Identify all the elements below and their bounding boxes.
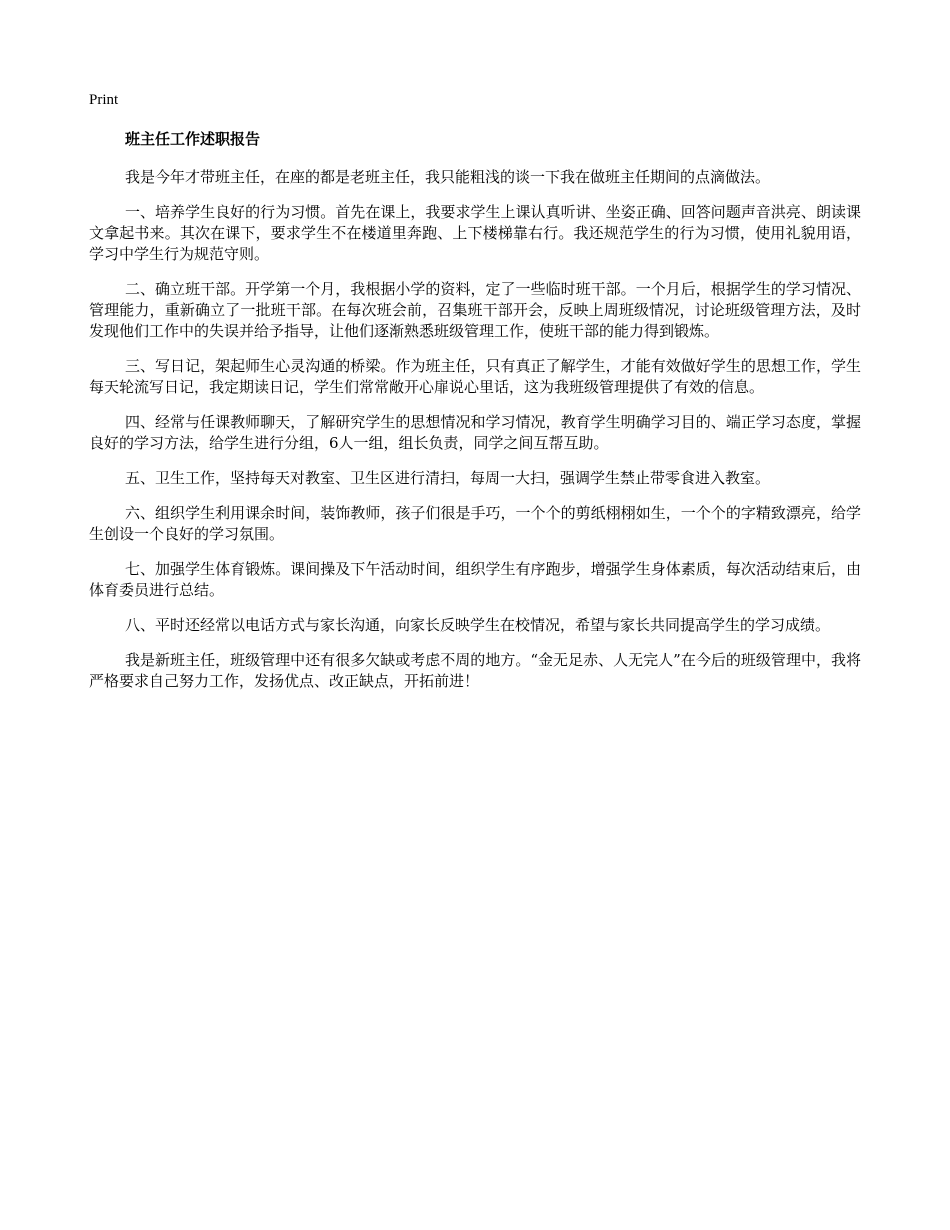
paragraph-behavior-habits: 一、培养学生良好的行为习惯。首先在课上，我要求学生上课认真听讲、坐姿正确、回答问题声音洪亮、朗读课文拿起书来。其次在课下，要求学生不在楼道里奔跑、上下楼梯靠右行。我还规范学生的行为习惯，使用礼貌用语，学习中学生行为规范守则。 [89, 203, 861, 263]
paragraph-physical-exercise: 七、加强学生体育锻炼。课间操及下午活动时间，组织学生有序跑步，增强学生身体素质，每次活动结束后，由体育委员进行总结。 [89, 560, 861, 599]
paragraph-intro: 我是今年才带班主任，在座的都是老班主任，我只能粗浅的谈一下我在做班主任期间的点滴做法。 [125, 168, 771, 186]
paragraph-class-cadres: 二、确立班干部。开学第一个月，我根据小学的资料，定了一些临时班干部。一个月后，根据学生的学习情况、管理能力，重新确立了一批班干部。在每次班会前，召集班干部开会，反映上周班级情况，讨论班级管理方法，及时发现他们工作中的失误并给予指导，让他们逐渐熟悉班级管理工作，使班干部的能力得到锻炼。 [89, 280, 861, 340]
paragraph-conclusion: 我是新班主任，班级管理中还有很多欠缺或考虑不周的地方。“金无足赤、人无完人”在今后的班级管理中，我将严格要求自己努力工作，发扬优点、改正缺点，开拓前进！ [89, 651, 861, 690]
paragraph-diary: 三、写日记，架起师生心灵沟通的桥梁。作为班主任，只有真正了解学生，才能有效做好学生的思想工作，学生每天轮流写日记，我定期读日记，学生们常常敞开心扉说心里话，这为我班级管理提供了有效的信息。 [89, 357, 861, 396]
paragraph-hygiene: 五、卫生工作，坚持每天对教室、卫生区进行清扫，每周一大扫，强调学生禁止带零食进入教室。 [125, 469, 771, 487]
paragraph-decoration: 六、组织学生利用课余时间，装饰教师，孩子们很是手巧，一个个的剪纸栩栩如生，一个个的字精致漂亮，给学生创设一个良好的学习氛围。 [89, 504, 861, 543]
paragraph-teacher-communication: 四、经常与任课教师聊天，了解研究学生的思想情况和学习情况，教育学生明确学习目的、端正学习态度，掌握良好的学习方法，给学生进行分组，6人一组，组长负责，同学之间互帮互助。 [89, 413, 861, 452]
document-page [89, 91, 861, 706]
print-link[interactable]: Print [89, 92, 119, 108]
paragraph-parent-communication: 八、平时还经常以电话方式与家长沟通，向家长反映学生在校情况，希望与家长共同提高学生的学习成绩。 [125, 616, 831, 634]
document-title: 班主任工作述职报告 [125, 130, 261, 148]
